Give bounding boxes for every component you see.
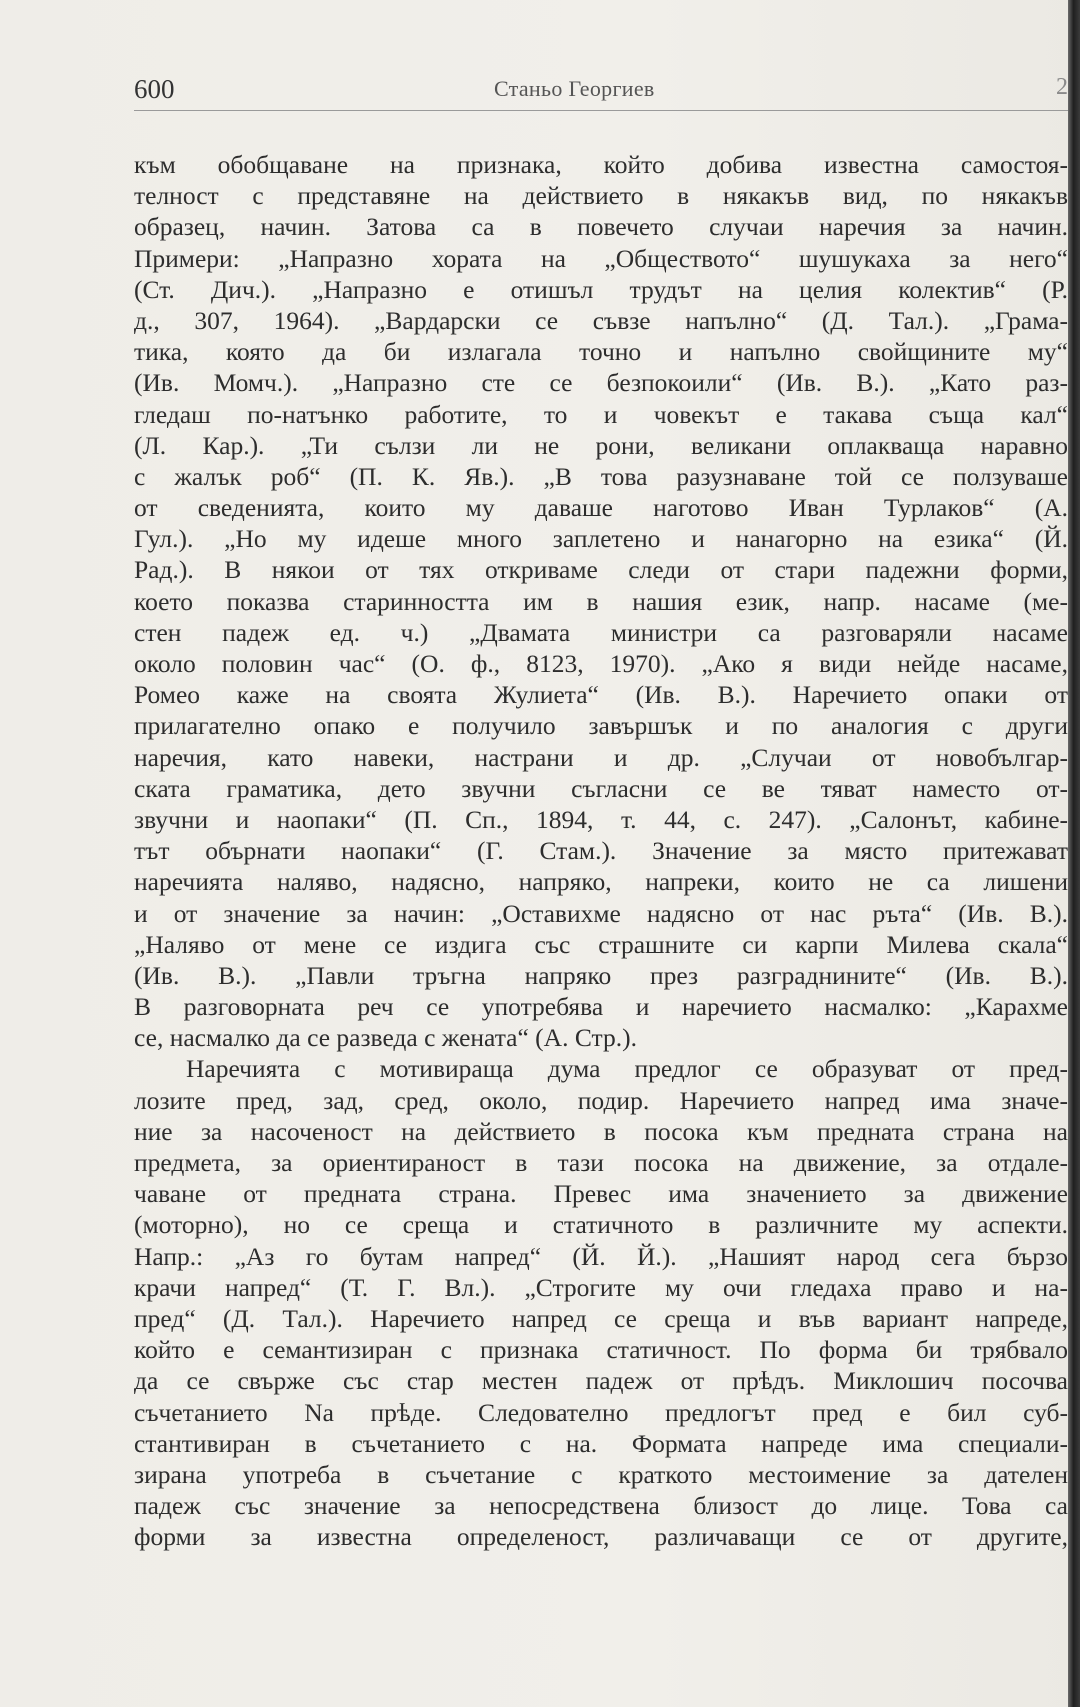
- text-line: зирана употреба в съчетание с краткото местоимение за дателен: [134, 1459, 1068, 1489]
- text-line: В разговорната реч се употребява и наречието насмалко: „Карахме: [134, 992, 1068, 1022]
- text-line: образец, начин. Затова са в повечето случаи наречия за начин.: [134, 212, 1068, 242]
- text-line: около половин час“ (О. ф., 8123, 1970). „Ако я види нейде насаме,: [134, 649, 1068, 678]
- text-line: към обобщаване на признака, който добива известна самостоя-: [134, 150, 1068, 179]
- header-rule: [134, 110, 1068, 111]
- text-line: телност с представяне на действието в някакъв вид, по някакъв: [134, 181, 1068, 211]
- text-line: падеж със значение за непосредствена близост до лице. Това са: [134, 1491, 1068, 1521]
- text-line: стен падеж ед. ч.) „Двамата министри са разговаряли насаме: [134, 617, 1068, 647]
- text-line: и от значение за начин: „Оставихме надясно от нас рътa“ (Ив. В.).: [134, 898, 1068, 928]
- text-line: с жалък роб“ (П. К. Яв.). „В това разузнаване той се ползуваше: [134, 461, 1068, 491]
- text-line: (моторно), но се среща и статичното в различните му аспекти.: [134, 1210, 1068, 1240]
- book-spine-edge: [1068, 0, 1080, 1707]
- text-line: Гул.). „Но му идеше много заплетено и нанагорно на езика“ (Й.: [134, 524, 1068, 554]
- text-line: д., 307, 1964). „Вардарски се съвзе напълно“ (Д. Тал.). „Грама-: [134, 305, 1068, 335]
- text-line: (Ст. Дич.). „Напразно е отишъл трудът на целия колектив“ (Р.: [134, 274, 1068, 304]
- text-line: тика, която да би излагала точно и напълно свойщините му“: [134, 337, 1068, 367]
- text-line: който е семантизиран с признака статичност. По форма би трябвало: [134, 1335, 1068, 1365]
- text-line: (Ив. Момч.). „Напразно сте се безпокоили“ (Ив. В.). „Като раз-: [134, 368, 1068, 398]
- text-line: Наречията с мотивираща дума предлог се образуват от пред-: [186, 1054, 1068, 1084]
- text-line: което показва старинността им в нашия език, напр. насаме (ме-: [134, 586, 1068, 616]
- text-line: „Наляво от мене се издига със страшните си карпи Милева скала“: [134, 929, 1068, 959]
- text-line: прилагателно опако е получило завършък и по аналогия с други: [134, 711, 1068, 741]
- text-line: лозите пред, зад, сред, около, подир. Наречието напред има значе-: [134, 1085, 1068, 1115]
- text-line: се, насмалко да се разведа с жената“ (А. Стр.).: [134, 1023, 637, 1053]
- body-text: [134, 149, 1068, 1552]
- text-line: (Ив. В.). „Павли тръгна напряко през разграднините“ (Ив. В.).: [134, 960, 1068, 990]
- text-line: от сведенията, които му даваше наготово Иван Турлаков“ (А.: [134, 493, 1068, 523]
- text-line: пред“ (Д. Тал.). Наречието напред се среща и във вариант напреде,: [134, 1303, 1068, 1333]
- text-line: стантивиран в съчетанието с на. Формата напреде има специали-: [134, 1428, 1068, 1458]
- text-line: чаване от предната страна. Превес има значението за движение: [134, 1179, 1068, 1209]
- text-line: Примери: „Напразно хората на „Обществото“ шушукаха за него“: [134, 243, 1068, 273]
- text-line: наречия, като навеки, настрани и др. „Случаи от новобългар-: [134, 742, 1068, 772]
- text-line: тът обърнати наопаки“ (Г. Стам.). Значение за място притежават: [134, 836, 1068, 866]
- page-number: 600: [134, 74, 175, 104]
- text-line: да се свърже със стар местен падеж от прѣдъ. Миклошич посочва: [134, 1366, 1068, 1396]
- text-line: съчетанието Na прѣде. Следователно предлогът пред е бил суб-: [134, 1397, 1068, 1427]
- text-line: Ромео каже на своята Жулиета“ (Ив. В.). Наречието опаки от: [134, 680, 1068, 710]
- text-line: предмета, за ориентираност в тази посока на движение, за отдале-: [134, 1148, 1068, 1177]
- text-line: (Л. Кар.). „Ти сълзи ли не рони, великани оплакваща наравно: [134, 430, 1068, 460]
- page-header: [134, 72, 1068, 112]
- running-head-author: Станьо Георгиев: [494, 76, 655, 101]
- text-line: гледаш по-натънко работите, то и човекът е такава съща кал“: [134, 399, 1068, 429]
- text-line: ската граматика, дето звучни съгласни се ве тяват наместо от-: [134, 773, 1068, 803]
- text-line: наречията наляво, надясно, напряко, напреки, които не са лишени: [134, 867, 1068, 897]
- text-line: форми за известна определеност, различаващи се от другите,: [134, 1522, 1068, 1552]
- text-line: крачи напред“ (Т. Г. Вл.). „Строгите му очи гледаха право и на-: [134, 1272, 1068, 1302]
- text-line: Рад.). В някои от тях откриваме следи от стари падежни форми,: [134, 555, 1068, 585]
- text-line: ние за насоченост на действието в посока към предната страна на: [134, 1116, 1068, 1146]
- adjacent-page-number-fragment: 2: [1056, 74, 1068, 100]
- text-line: Напр.: „Аз го бутам напред“ (Й. Й.). „Нашият народ сега бързо: [134, 1241, 1068, 1271]
- text-line: звучни и наопаки“ (П. Сп., 1894, т. 44, с. 247). „Салонът, кабине-: [134, 804, 1068, 834]
